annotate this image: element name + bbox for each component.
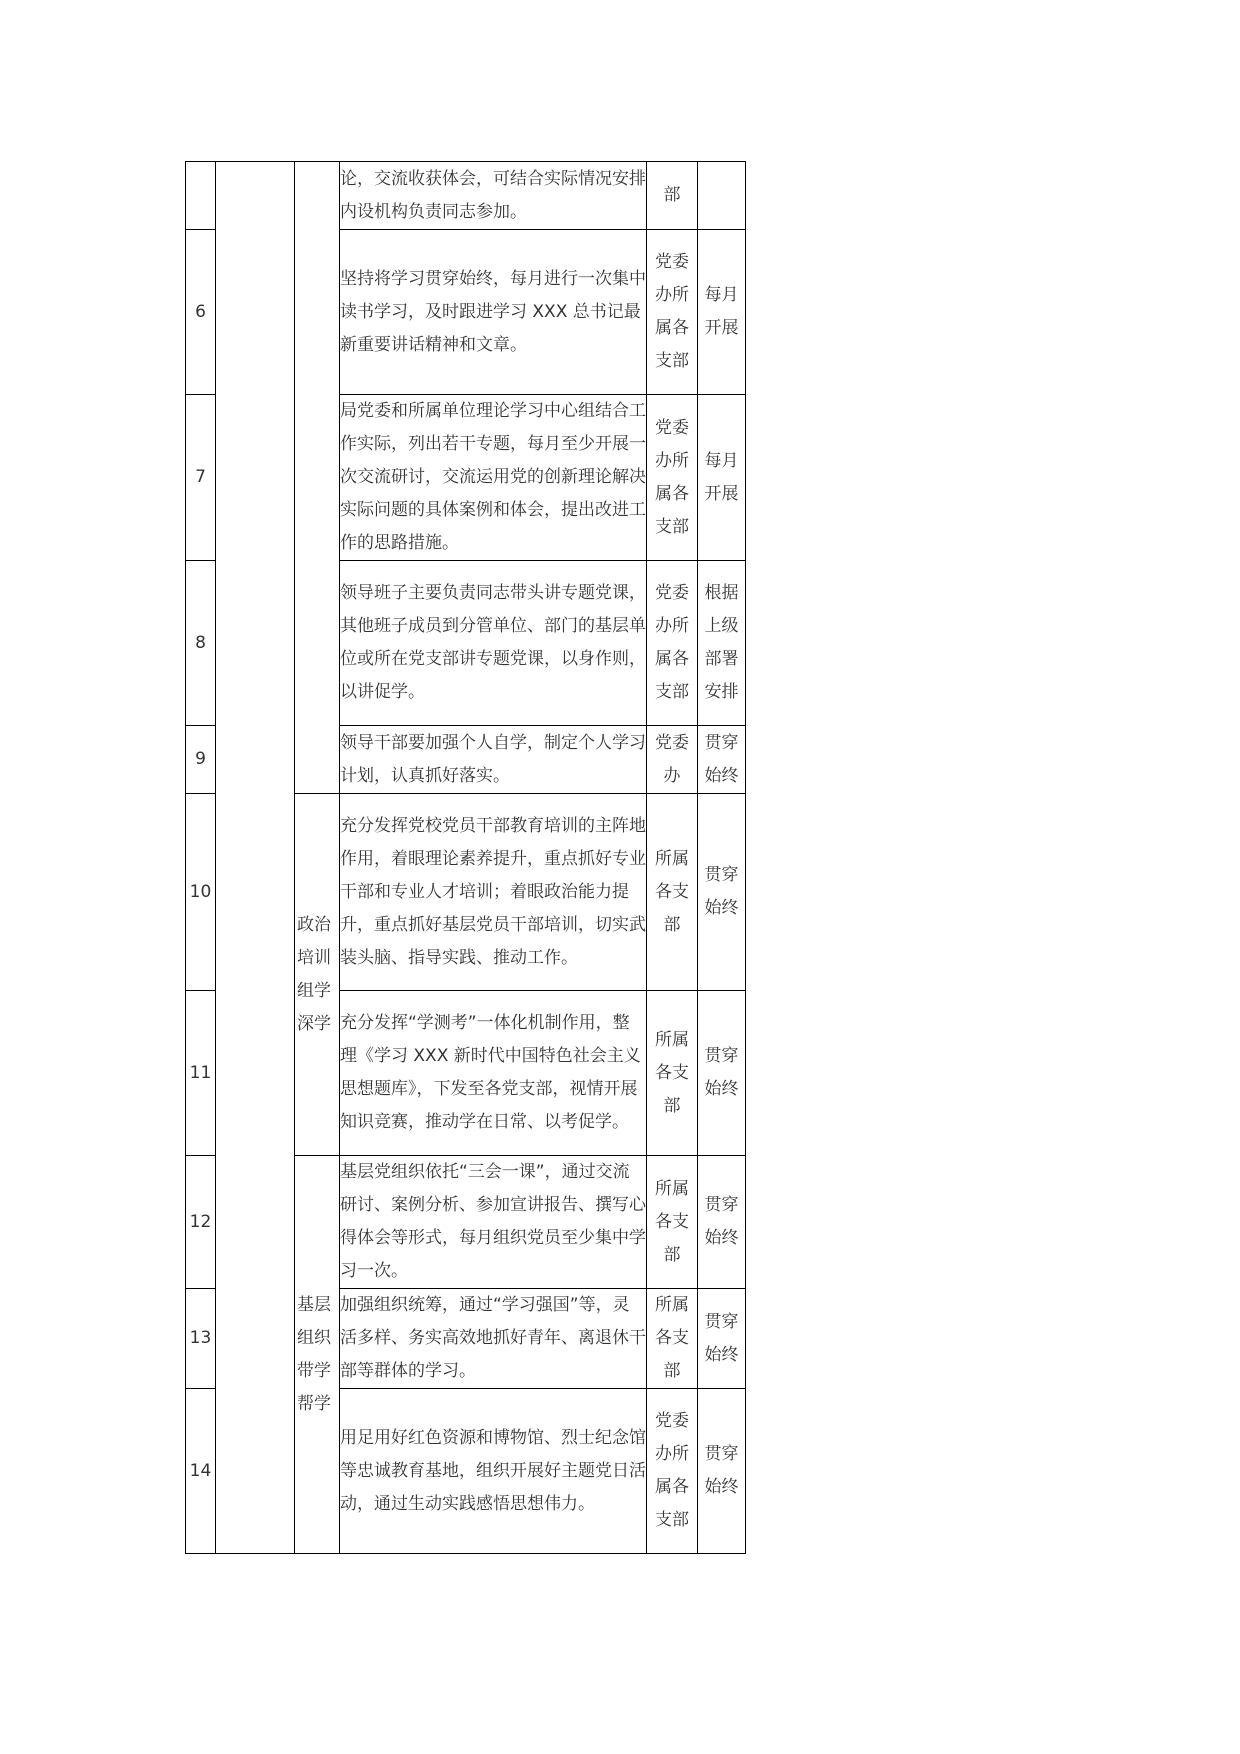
row-unit-text: 所属各支部: [655, 1178, 689, 1265]
row-time: [698, 794, 746, 991]
row-unit: [647, 1389, 698, 1554]
row-unit-text: 党委办所属各支部: [655, 252, 689, 371]
row-number: 10: [186, 794, 216, 991]
row-unit: [647, 162, 698, 230]
row-unit-text: 党委办所属各支部: [655, 417, 689, 537]
row-time: [698, 991, 746, 1156]
row-content: 坚持将学习贯穿始终，每月进行一次集中读书学习，及时跟进学习 XXX 总书记最新重要讲话精神和文章。: [340, 230, 647, 395]
row-unit-text: 所属各支部: [655, 1029, 689, 1116]
row-unit: [647, 230, 698, 395]
row-unit: [647, 1156, 698, 1289]
row-time: [698, 561, 746, 726]
row-content: 局党委和所属单位理论学习中心组结合工作实际，列出若干专题，每月至少开展一次交流研讨，交流运用党的创新理论解决实际问题的具体案例和体会，提出改进工作的思路措施。: [340, 395, 647, 561]
row-content: 加强组织统筹，通过“学习强国”等，灵活多样、务实高效地抓好青年、离退休干部等群体的学习。: [340, 1289, 647, 1389]
category-cell: [295, 1156, 340, 1554]
row-time-text: 贯穿始终: [704, 865, 739, 918]
row-time: [698, 1389, 746, 1554]
row-number: 9: [186, 726, 216, 794]
row-number: 11: [186, 991, 216, 1156]
row-content: 基层党组织依托“三会一课”，通过交流研讨、案例分析、参加宣讲报告、撰写心得体会等形式，每月组织党员至少集中学习一次。: [340, 1156, 647, 1289]
work-plan-table: [185, 161, 746, 1554]
category-label: 基层组织带学帮学: [297, 1294, 331, 1414]
row-time-text: 每月开展: [704, 285, 739, 338]
row-number: [186, 162, 216, 230]
row-number: 7: [186, 395, 216, 561]
row-content: 论，交流收获体会，可结合实际情况安排内设机构负责同志参加。: [340, 162, 647, 230]
row-time: [698, 162, 746, 230]
row-content: 领导班子主要负责同志带头讲专题党课，其他班子成员到分管单位、部门的基层单位或所在党支部讲专题党课，以身作则，以讲促学。: [340, 561, 647, 726]
row-time: [698, 395, 746, 561]
row-unit-text: 所属各支部: [655, 1295, 689, 1381]
row-time-text: 贯穿始终: [704, 1195, 739, 1248]
row-time-text: 贯穿始终: [704, 1444, 739, 1497]
row-unit: [647, 561, 698, 726]
row-unit: [647, 1289, 698, 1389]
row-number: 14: [186, 1389, 216, 1554]
row-time: [698, 1289, 746, 1389]
category-cell: [295, 162, 340, 794]
row-unit: [647, 991, 698, 1156]
row-time: [698, 1156, 746, 1289]
row-unit-text: 所属各支部: [655, 848, 689, 935]
row-content: 充分发挥“学测考”一体化机制作用，整理《学习 XXX 新时代中国特色社会主义思想题库》，下发至各党支部，视情开展知识竞赛，推动学在日常、以考促学。: [340, 991, 647, 1156]
row-number: 12: [186, 1156, 216, 1289]
row-time-text: 贯穿始终: [704, 1046, 739, 1099]
row-number: 8: [186, 561, 216, 726]
row-unit-text: 党委办所属各支部: [655, 583, 689, 702]
row-unit-text: 部: [663, 185, 681, 205]
category-label: 政治培训组学深学: [297, 914, 331, 1034]
row-number: 13: [186, 1289, 216, 1389]
row-unit: [647, 726, 698, 794]
row-time-text: 贯穿始终: [704, 1311, 739, 1365]
row-unit-text: 党委办所属各支部: [655, 1411, 689, 1530]
category-cell: [295, 794, 340, 1156]
table-row: [186, 162, 746, 230]
column-blank: [216, 162, 295, 1554]
row-unit-text: 党委办: [655, 732, 689, 786]
row-time: [698, 230, 746, 395]
row-content: 领导干部要加强个人自学，制定个人学习计划，认真抓好落实。: [340, 726, 647, 794]
row-time: [698, 726, 746, 794]
row-time-text: 根据上级部署安排: [704, 583, 739, 702]
row-content: 用足用好红色资源和博物馆、烈士纪念馆等忠诚教育基地，组织开展好主题党日活动，通过生动实践感悟思想伟力。: [340, 1389, 647, 1554]
row-content: 充分发挥党校党员干部教育培训的主阵地作用，着眼理论素养提升，重点抓好专业干部和专业人才培训；着眼政治能力提升，重点抓好基层党员干部培训，切实武装头脑、指导实践、推动工作。: [340, 794, 647, 991]
row-time-text: 每月开展: [704, 450, 739, 504]
row-number: 6: [186, 230, 216, 395]
row-time-text: 贯穿始终: [704, 732, 739, 786]
row-unit: [647, 395, 698, 561]
row-unit: [647, 794, 698, 991]
